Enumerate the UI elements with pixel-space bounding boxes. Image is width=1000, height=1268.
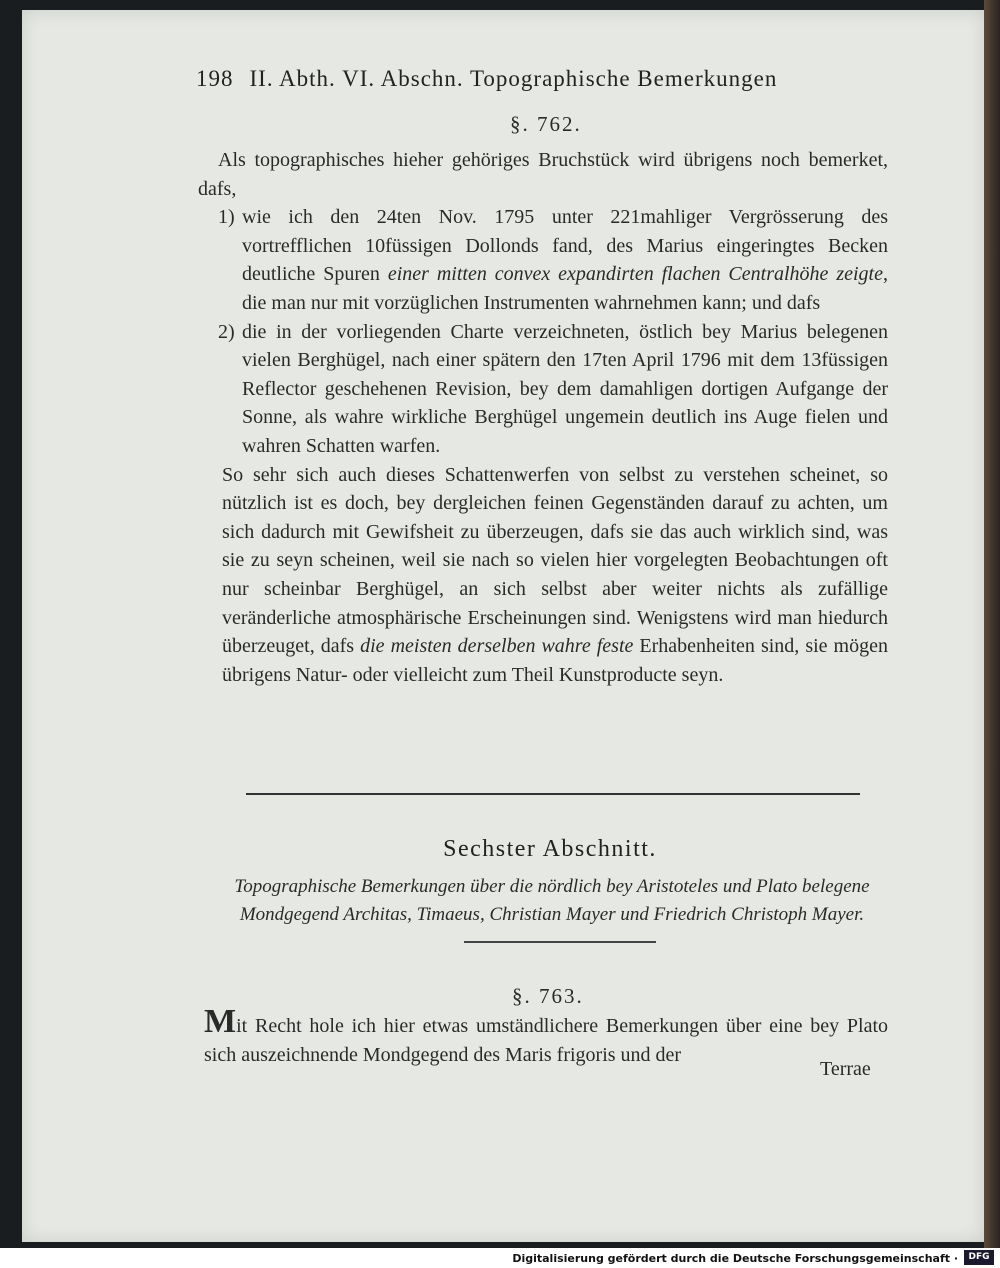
section-mark-763: §. 763.	[512, 984, 584, 1008]
subtitle-divider-rule	[464, 941, 656, 943]
footer-credit: Digitalisierung gefördert durch die Deutsche Forschungsgemeinschaft ·	[512, 1252, 958, 1265]
paragraph-763	[204, 1003, 888, 1069]
paragraph-intro: Als topographisches hieher gehöriges Bruchstück wird übrigens noch bemerket, dafs,	[198, 149, 888, 200]
list-item-1-number: 1)	[218, 206, 235, 229]
list-item-1-text-end: , die man nur mit vorzüglichen Instrumenten wahrnehmen kann; und dafs	[242, 263, 888, 314]
chapter-subtitle: Topographische Bemerkungen über die nördlich bey Aristoteles und Plato belegene Mondgegend Architas, Timaeus, Christian Mayer und Friedrich Christoph Mayer.	[234, 876, 870, 925]
list-item-1-text: wie ich den 24ten Nov. 1795 unter 221mahliger Vergrösserung des vortrefflichen 10füssigen Dollonds fand, des Marius eingeringtes Becken deutliche Spuren	[242, 206, 888, 286]
paragraph-closing-text: So sehr sich auch dieses Schattenwerfen von selbst zu verstehen scheinet, so nützlich ist es doch, bey dergleichen feinen Gegenständen darauf zu achten, um sich dadurch mit Gewifsheit zu überzeugen, dafs sie das auch wirklich sind, was sie zu seyn scheinen, weil sie nach so vielen hier vorgelegten Beobachtungen oft nur scheinbar Berghügel, an sich selbst aber weiter nichts als zufällige veränderliche atmosphärische Erscheinungen sind. Wenigstens wird man hiedurch überzeuget, dafs	[222, 463, 888, 658]
paragraph-closing	[198, 461, 888, 690]
dfg-logo-icon: DFG	[964, 1250, 994, 1265]
paragraph-closing-text-end: Erhabenheiten sind, sie mögen übrigens Natur- oder vielleicht zum Theil Kunstproducte seyn.	[222, 635, 888, 686]
section-divider-rule	[246, 793, 860, 795]
drop-cap: M	[204, 1003, 237, 1040]
running-head-title: II. Abth. VI. Abschn. Topographische Bemerkungen	[249, 66, 778, 91]
section-763-body	[204, 1003, 888, 1069]
chapter-heading: Sechster Abschnitt.	[443, 836, 657, 862]
paragraph-closing-italic: die meisten derselben wahre feste	[360, 635, 634, 658]
running-head	[196, 66, 886, 92]
section-762-body	[198, 146, 888, 689]
list-item-2	[198, 318, 888, 461]
list-item-1-italic: einer mitten convex expandirten flachen Centralhöhe zeigte	[387, 263, 883, 286]
page-number: 198	[196, 66, 234, 91]
catchword: Terrae	[820, 1058, 871, 1080]
list-item-2-number: 2)	[218, 320, 235, 343]
book-spine	[984, 0, 1000, 1248]
list-item-1	[198, 203, 888, 317]
paragraph-763-text: it Recht hole ich hier etwas umständlichere Bemerkungen über eine bey Plato sich auszeichnende Mondgegend des Maris frigoris und der	[204, 1015, 888, 1066]
list-item-2-text: die in der vorliegenden Charte verzeichneten, östlich bey Marius belegenen vielen Berghügel, nach einer spätern den 17ten April 1796 mit dem 13füssigen Reflector geschehenen Revision, bey dem damahligen dortigen Aufgange der Sonne, als wahre wirkliche Berghügel ungemein deutlich ins Auge fielen und wahren Schatten warfen.	[242, 320, 888, 457]
section-mark-762: §. 762.	[510, 112, 582, 136]
